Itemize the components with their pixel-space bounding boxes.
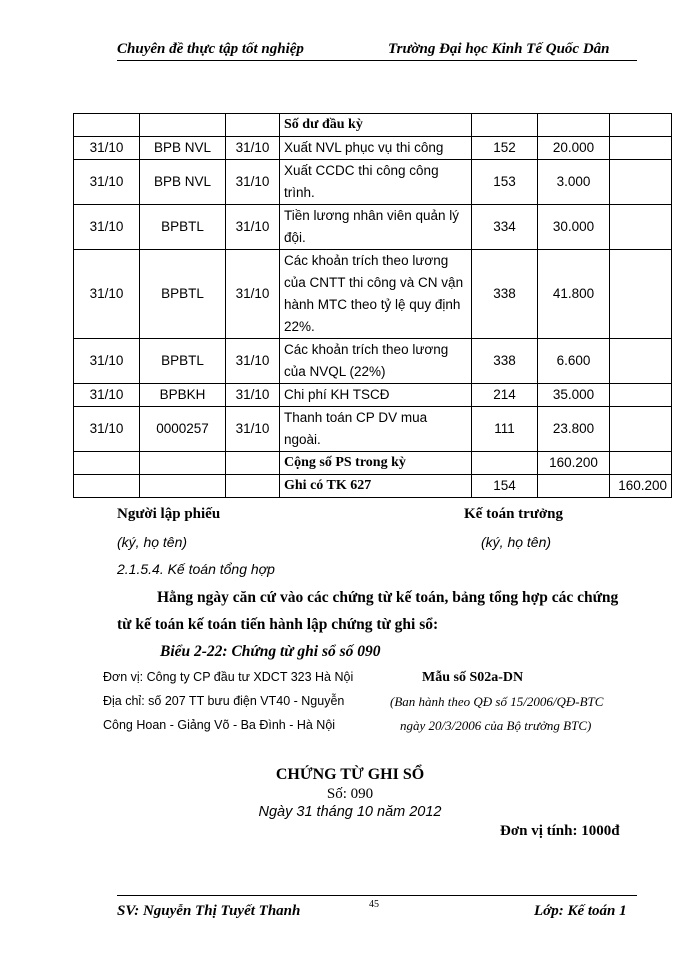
signature-left-note: (ký, họ tên) — [117, 534, 188, 550]
cell-doc: BPB NVL — [140, 160, 226, 205]
cell-debit: 35.000 — [538, 384, 610, 407]
cell-debit: 30.000 — [538, 205, 610, 250]
cell-doc: BPBTL — [140, 339, 226, 384]
cell-date: 31/10 — [74, 339, 140, 384]
cell-date: 31/10 — [74, 137, 140, 160]
cell-debit: 3.000 — [538, 160, 610, 205]
opening-balance-row — [74, 114, 672, 137]
cell-acct: 153 — [472, 160, 538, 205]
voucher-title: CHỨNG TỪ GHI SỔ — [275, 766, 425, 783]
table-row — [74, 160, 672, 205]
footer-class: Lớp: Kế toán 1 — [534, 903, 627, 919]
cell-desc: Chi phí KH TSCĐ — [280, 384, 472, 407]
voucher-unit: Đơn vị tính: 1000đ — [500, 823, 620, 839]
cell-debit: 6.600 — [538, 339, 610, 384]
cell-acct: 334 — [472, 205, 538, 250]
cell-debit: 20.000 — [538, 137, 610, 160]
paragraph-line-2: từ kế toán kế toán tiến hành lập chứng từ ghi sổ: — [117, 616, 439, 633]
table-row — [74, 205, 672, 250]
cell-date2: 31/10 — [226, 384, 280, 407]
voucher-number: Số: 090 — [326, 786, 374, 802]
section-heading: 2.1.5.4. Kế toán tổng hợp — [117, 561, 275, 577]
org-unit: Đơn vị: Công ty CP đầu tư XDCT 323 Hà Nội — [103, 670, 354, 684]
credit-value: 160.200 — [610, 475, 672, 498]
signature-right-title: Kế toán trưởng — [464, 506, 563, 522]
cell-date: 31/10 — [74, 250, 140, 339]
table-row — [74, 137, 672, 160]
table-row — [74, 384, 672, 407]
cell-desc: Các khoản trích theo lương của CNTT thi công và CN vận hành MTC theo tỷ lệ quy định 22%. — [280, 250, 472, 339]
cell-debit: 41.800 — [538, 250, 610, 339]
table-row — [74, 339, 672, 384]
header-divider — [117, 60, 637, 61]
opening-balance-label: Số dư đầu kỳ — [280, 114, 472, 137]
form-code-line-1: (Ban hành theo QĐ số 15/2006/QĐ-BTC — [390, 694, 604, 709]
form-code-line-2: ngày 20/3/2006 của Bộ trưởng BTC) — [400, 718, 592, 733]
credit-label: Ghi có TK 627 — [280, 475, 472, 498]
header-right: Trường Đại học Kinh Tế Quốc Dân — [388, 41, 610, 57]
cell-doc: BPB NVL — [140, 137, 226, 160]
total-debit: 160.200 — [538, 452, 610, 475]
voucher-date: Ngày 31 tháng 10 năm 2012 — [258, 804, 442, 820]
form-caption: Biểu 2-22: Chứng từ ghi sổ số 090 — [160, 643, 381, 660]
signature-right-note: (ký, họ tên) — [481, 534, 552, 550]
paragraph-line-1: Hằng ngày căn cứ vào các chứng từ kế toán, bảng tổng hợp các chứng — [157, 589, 619, 606]
credit-account: 154 — [472, 475, 538, 498]
footer-page-number: 45 — [369, 899, 379, 910]
total-label: Cộng số PS trong kỳ — [280, 452, 472, 475]
table-row — [74, 407, 672, 452]
header-left: Chuyên đề thực tập tốt nghiệp — [117, 41, 304, 57]
cell-date: 31/10 — [74, 407, 140, 452]
cell-desc: Xuất NVL phục vụ thi công — [280, 137, 472, 160]
cell-date2: 31/10 — [226, 339, 280, 384]
ledger-table — [73, 113, 672, 498]
cell-date2: 31/10 — [226, 137, 280, 160]
cell-acct: 338 — [472, 339, 538, 384]
cell-date2: 31/10 — [226, 407, 280, 452]
cell-debit: 23.800 — [538, 407, 610, 452]
cell-date2: 31/10 — [226, 205, 280, 250]
cell-acct: 338 — [472, 250, 538, 339]
total-row — [74, 452, 672, 475]
cell-desc: Các khoản trích theo lương của NVQL (22%) — [280, 339, 472, 384]
cell-date: 31/10 — [74, 384, 140, 407]
cell-acct: 111 — [472, 407, 538, 452]
cell-date: 31/10 — [74, 205, 140, 250]
cell-doc: BPBTL — [140, 250, 226, 339]
cell-doc: 0000257 — [140, 407, 226, 452]
org-address-line-2: Công Hoan - Giảng Võ - Ba Đình - Hà Nội — [103, 718, 336, 732]
footer-student: SV: Nguyễn Thị Tuyết Thanh — [117, 903, 301, 919]
table-row — [74, 250, 672, 339]
cell-acct: 152 — [472, 137, 538, 160]
form-code-title: Mẫu số S02a-DN — [422, 670, 524, 685]
footer-divider — [117, 895, 637, 896]
cell-date2: 31/10 — [226, 250, 280, 339]
cell-desc: Tiền lương nhân viên quản lý đội. — [280, 205, 472, 250]
signature-left-title: Người lập phiếu — [117, 506, 221, 522]
cell-doc: BPBKH — [140, 384, 226, 407]
cell-desc: Xuất CCDC thi công công trình. — [280, 160, 472, 205]
cell-doc: BPBTL — [140, 205, 226, 250]
cell-acct: 214 — [472, 384, 538, 407]
org-address-line-1: Địa chỉ: số 207 TT bưu điện VT40 - Nguyễn — [103, 694, 345, 708]
cell-date: 31/10 — [74, 160, 140, 205]
cell-date2: 31/10 — [226, 160, 280, 205]
cell-desc: Thanh toán CP DV mua ngoài. — [280, 407, 472, 452]
credit-row — [74, 475, 672, 498]
